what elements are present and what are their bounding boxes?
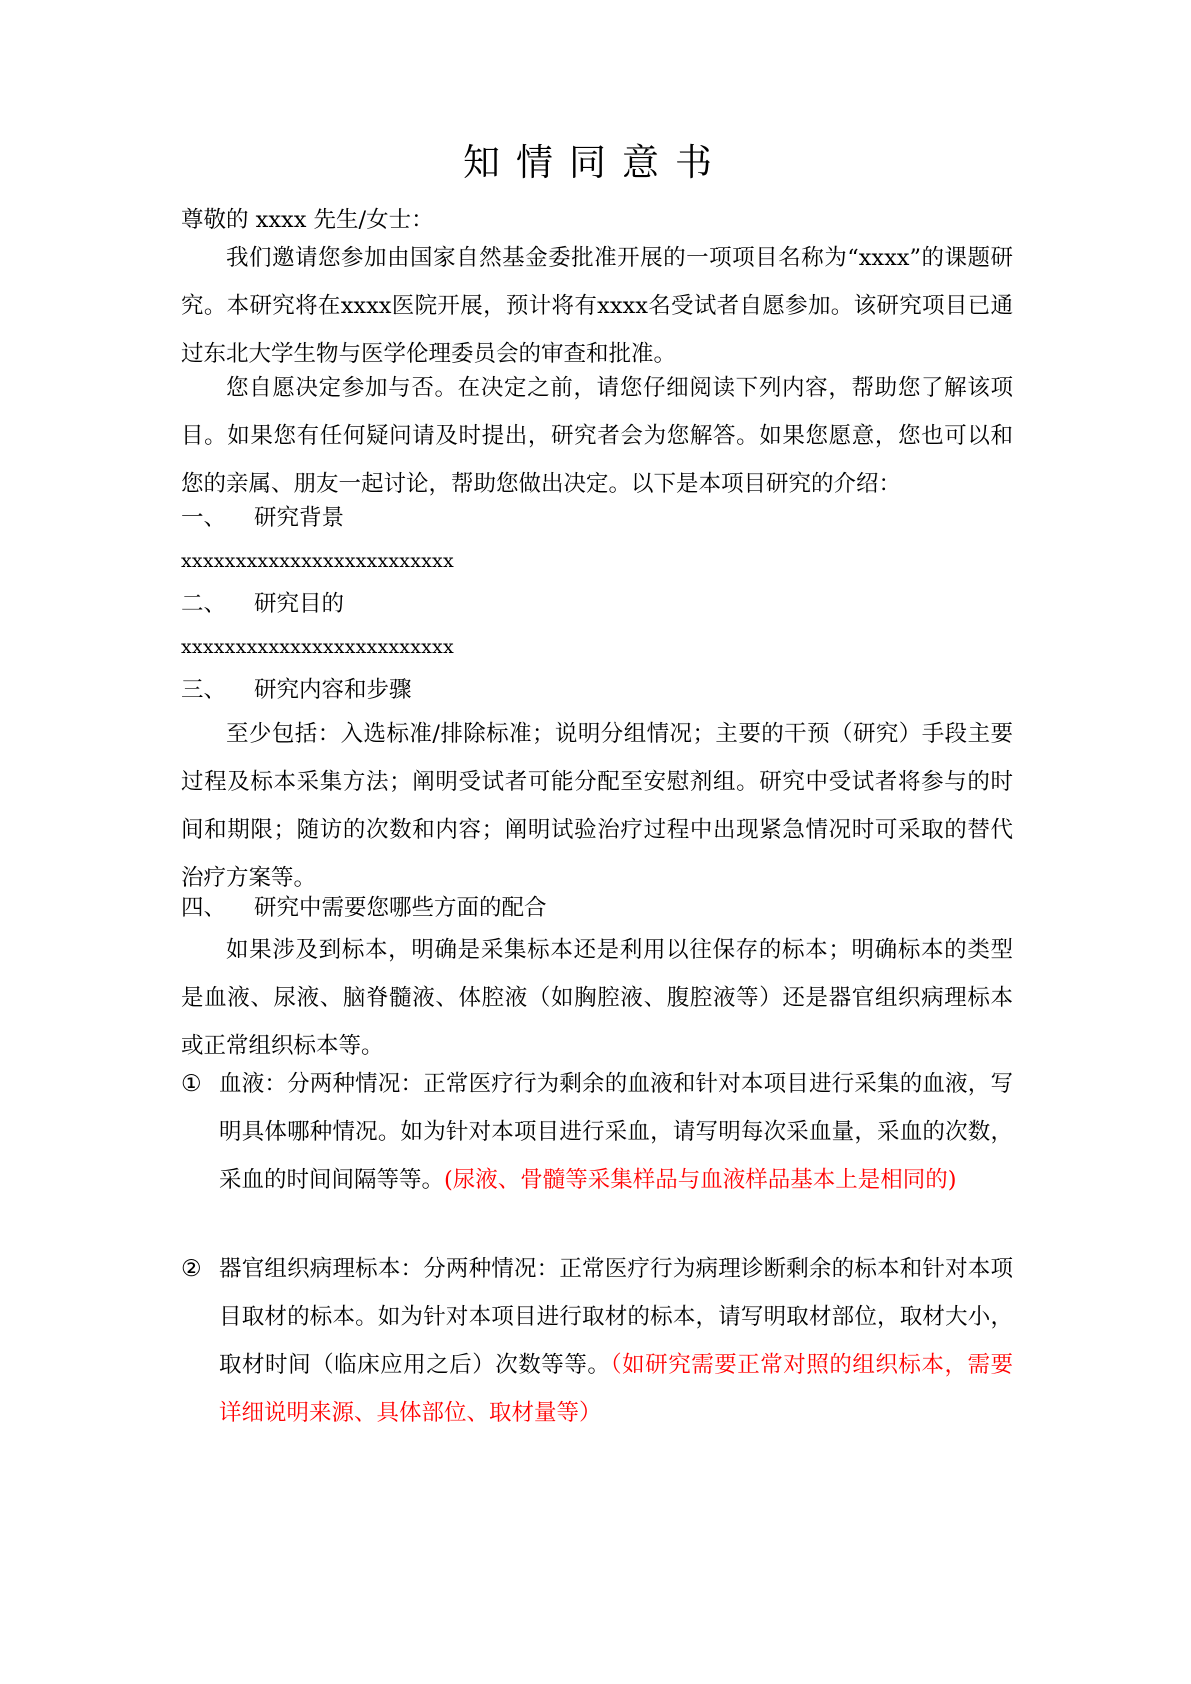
circled-number-2: ② xyxy=(181,1256,202,1282)
section-title: 研究背景 xyxy=(254,505,345,531)
section-heading-background xyxy=(181,494,1013,542)
circled-number-1: ① xyxy=(181,1071,202,1097)
list-item-text: 血液：分两种情况：正常医疗行为剩余的血液和针对本项目进行采集的血液，写明具体哪种情况。如为针对本项目进行采血，请写明每次采血量，采血的次数，采血的时间间隔等等。 xyxy=(219,1071,1013,1193)
list-item-body xyxy=(219,1060,1013,1204)
section-heading-cooperation xyxy=(181,884,1013,932)
section-title: 研究目的 xyxy=(254,591,345,617)
section-number: 四、 xyxy=(181,895,227,921)
section-heading-purpose xyxy=(181,580,1013,628)
document-title: 知情同意书 xyxy=(463,141,728,184)
list-item-blood xyxy=(181,1060,1013,1204)
list-item-tissue xyxy=(181,1245,1013,1437)
section-number: 一、 xyxy=(181,505,227,531)
section-content-procedure: 至少包括：入选标准/排除标准；说明分组情况；主要的干预（研究）手段主要过程及标本采集方法；阐明受试者可能分配至安慰剂组。研究中受试者将参与的时间和期限；随访的次数和内容；阐明试验治疗过程中出现紧急情况时可采取的替代治疗方案等。 xyxy=(181,721,1013,891)
salutation: 尊敬的 xxxx 先生/女士： xyxy=(181,207,434,233)
list-item-body xyxy=(219,1245,1013,1437)
section-title: 研究内容和步骤 xyxy=(254,677,412,703)
intro-paragraph-1: 我们邀请您参加由国家自然基金委批准开展的一项项目名称为“xxxx”的课题研究。本研究将在xxxx医院开展，预计将有xxxx名受试者自愿参加。该研究项目已通过东北大学生物与医学伦理委员会的审查和批准。 xyxy=(181,245,1013,367)
section-number: 三、 xyxy=(181,677,227,703)
intro-paragraph-2: 您自愿决定参加与否。在决定之前，请您仔细阅读下列内容，帮助您了解该项目。如果您有任何疑问请及时提出，研究者会为您解答。如果您愿意，您也可以和您的亲属、朋友一起讨论，帮助您做出决定。以下是本项目研究的介绍： xyxy=(181,375,1013,497)
section-content-background: xxxxxxxxxxxxxxxxxxxxxxxxx xyxy=(181,550,454,572)
section-number: 二、 xyxy=(181,591,227,617)
section-heading-procedure xyxy=(181,666,1013,714)
section-content-purpose: xxxxxxxxxxxxxxxxxxxxxxxxx xyxy=(181,636,454,658)
list-item-note: (尿液、骨髓等采集样品与血液样品基本上是相同的) xyxy=(444,1167,957,1193)
list-item-text: 器官组织病理标本：分两种情况：正常医疗行为病理诊断剩余的标本和针对本项目取材的标本。如为针对本项目进行取材的标本，请写明取材部位，取材大小，取材时间（临床应用之后）次数等等。 xyxy=(219,1256,1013,1378)
section-title: 研究中需要您哪些方面的配合 xyxy=(254,895,547,921)
list-item-note: （如研究需要正常对照的组织标本，需要详细说明来源、具体部位、取材量等） xyxy=(219,1352,1013,1426)
section-content-cooperation: 如果涉及到标本，明确是采集标本还是利用以往保存的标本；明确标本的类型是血液、尿液、脑脊髓液、体腔液（如胸腔液、腹腔液等）还是器官组织病理标本或正常组织标本等。 xyxy=(181,937,1013,1059)
